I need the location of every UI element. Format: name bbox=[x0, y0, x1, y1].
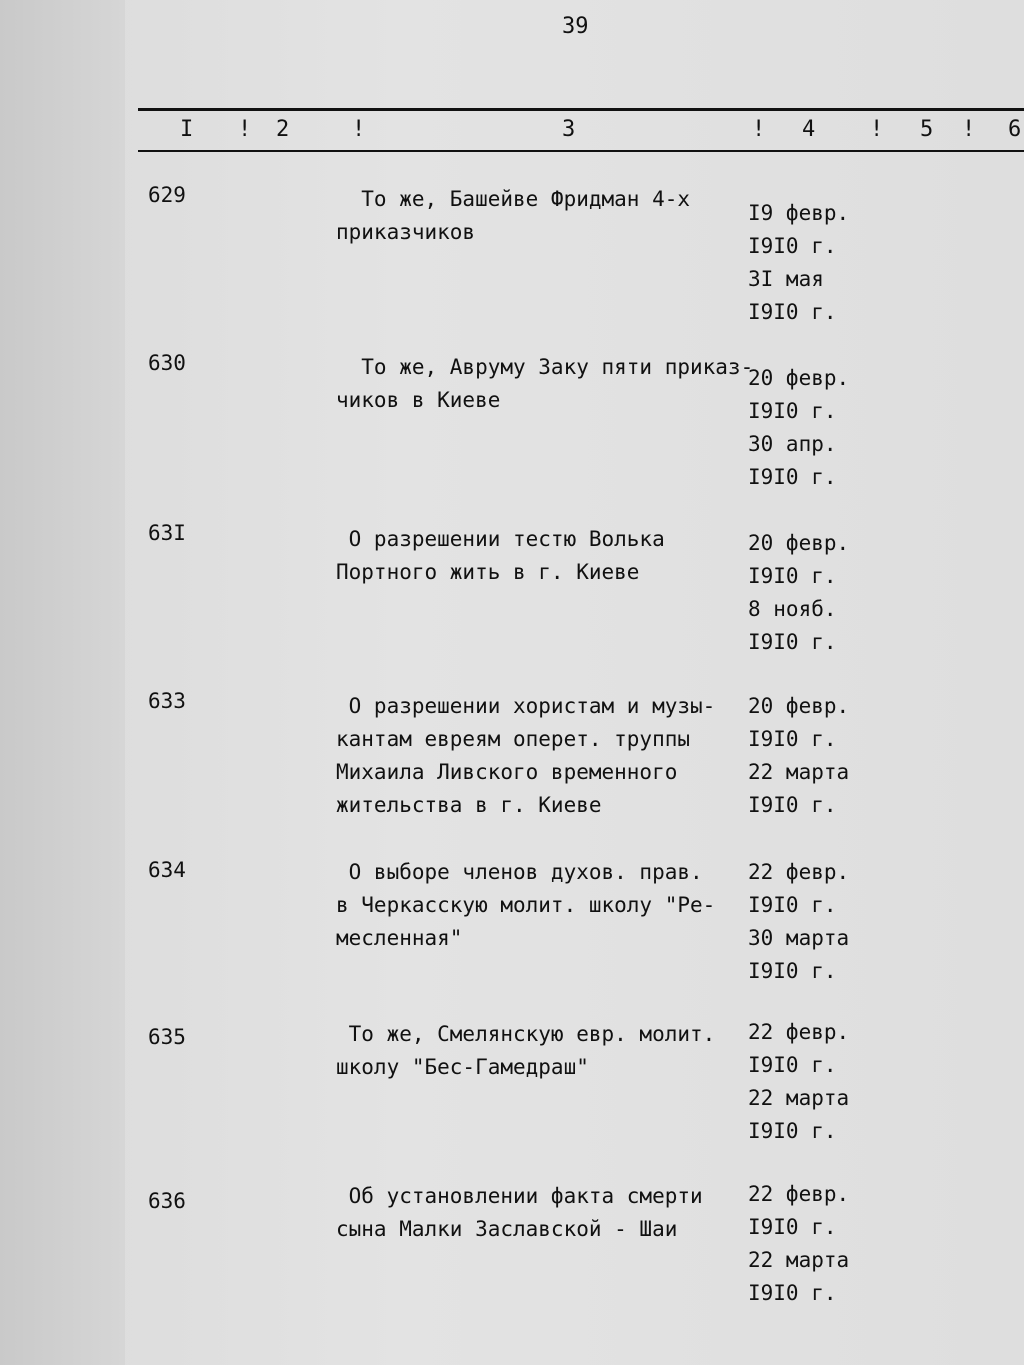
entry-dates: 20 февр. I9I0 г. 22 марта I9I0 г. bbox=[748, 694, 850, 817]
entry-description: О разрешении тестю Волька Портного жить в г. Киеве bbox=[336, 527, 665, 584]
entry-dates: I9 февр. I9I0 г. 3I мая I9I0 г. bbox=[748, 201, 850, 324]
column-header-2: 2 bbox=[276, 117, 290, 142]
entry-number: 636 bbox=[148, 1189, 186, 1213]
page-number: 39 bbox=[562, 14, 589, 39]
entry-number: 635 bbox=[148, 1025, 186, 1049]
column-separator: ! bbox=[870, 117, 884, 142]
entry-number: 630 bbox=[148, 351, 186, 375]
column-header-1: I bbox=[180, 117, 194, 142]
column-separator: ! bbox=[238, 117, 252, 142]
entry-dates: 22 февр. I9I0 г. 30 марта I9I0 г. bbox=[748, 860, 850, 983]
entry-dates: 22 февр. I9I0 г. 22 марта I9I0 г. bbox=[748, 1020, 850, 1143]
column-header-4: 4 bbox=[802, 117, 816, 142]
header-top-rule bbox=[138, 108, 1024, 111]
entry-number: 629 bbox=[148, 183, 186, 207]
column-header-6: 6 bbox=[1008, 117, 1022, 142]
entry-number: 63I bbox=[148, 521, 186, 545]
column-header-5: 5 bbox=[920, 117, 934, 142]
entry-description: То же, Смелянскую евр. молит. школу "Бес-Гамедраш" bbox=[336, 1022, 716, 1079]
entry-description: Об установлении факта смерти сына Малки Заславской - Шаи bbox=[336, 1184, 703, 1241]
binding-gutter bbox=[0, 0, 125, 1365]
column-separator: ! bbox=[352, 117, 366, 142]
header-bottom-rule bbox=[138, 150, 1024, 152]
entry-description: То же, Башейве Фридман 4-х приказчиков bbox=[336, 187, 691, 244]
column-separator: ! bbox=[962, 117, 976, 142]
entry-dates: 22 февр. I9I0 г. 22 марта I9I0 г. bbox=[748, 1182, 850, 1305]
entry-description: О разрешении хористам и музы- кантам евреям оперет. труппы Михаила Ливского временного жительства в г. Киеве bbox=[336, 694, 716, 817]
entry-dates: 20 февр. I9I0 г. 30 апр. I9I0 г. bbox=[748, 366, 850, 489]
entry-number: 634 bbox=[148, 858, 186, 882]
entry-description: О выборе членов духов. прав. в Черкасскую молит. школу "Ре- месленная" bbox=[336, 860, 716, 950]
column-separator: ! bbox=[752, 117, 766, 142]
entry-dates: 20 февр. I9I0 г. 8 нояб. I9I0 г. bbox=[748, 531, 850, 654]
entry-description: То же, Авруму Заку пяти приказ- чиков в Киеве bbox=[336, 355, 754, 412]
entry-number: 633 bbox=[148, 689, 186, 713]
column-header-3: 3 bbox=[562, 117, 576, 142]
